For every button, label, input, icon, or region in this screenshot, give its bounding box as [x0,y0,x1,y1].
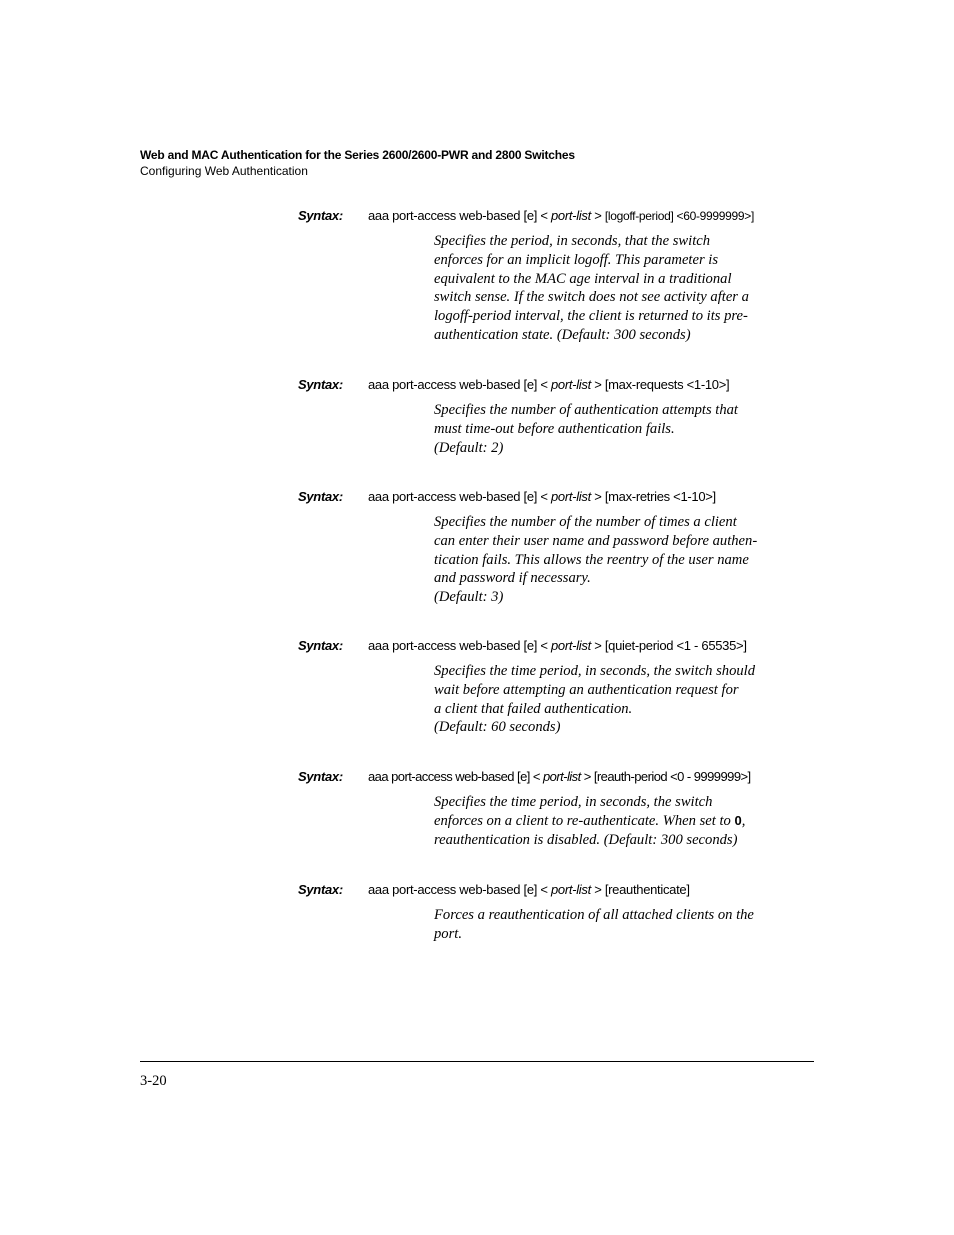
running-header-title: Web and MAC Authentication for the Series 2600/2600-PWR and 2800 Switches [140,148,575,162]
description-line: Specifies the time period, in seconds, the switch [434,794,713,810]
command-parameter: port-list [550,208,591,223]
command-text: aaa port-access web-based [e] < [368,769,540,784]
description-line: logoff-period interval, the client is returned to its pre- [434,308,748,325]
syntax-command [368,489,716,504]
description-line: tication fails. This allows the reentry of the user name [434,551,749,568]
syntax-command [368,882,690,897]
description-line: (Default: 60 seconds) [434,719,561,736]
command-option: [max-retries <1-10>] [604,489,716,504]
description-text: enforces on a client to re-authenticate. When set to [434,812,735,829]
syntax-label: Syntax: [298,882,343,897]
syntax-label: Syntax: [298,377,343,392]
syntax-description [434,906,812,944]
command-parameter: port-list [542,769,581,784]
command-text: aaa port-access web-based [e] < [368,489,548,504]
syntax-command [368,769,751,784]
command-text: > [583,769,591,784]
syntax-description [434,401,812,457]
command-text: aaa port-access web-based [e] < [368,638,548,653]
description-line: a client that failed authentication. [434,700,633,717]
description-line: Specifies the number of the number of times a client [434,514,737,530]
command-text: > [594,208,602,223]
command-parameter: port-list [550,882,591,897]
description-line: (Default: 2) [434,439,504,456]
command-option: [quiet-period <1 - 65535>] [604,638,747,653]
description-line: reauthentication is disabled. (Default: 300 seconds) [434,831,738,848]
description-line: and password if necessary. [434,570,591,587]
value-emphasis: 0 [734,812,742,828]
syntax-description [434,662,812,737]
description-line [434,812,812,831]
description-line: Specifies the number of authentication attempts that [434,402,738,418]
command-option: [max-requests <1-10>] [604,377,730,392]
description-line: must time-out before authentication fails. [434,420,675,437]
page-number: 3-20 [140,1073,167,1089]
syntax-label: Syntax: [298,769,343,784]
description-line: port. [434,925,462,942]
syntax-description [434,793,812,849]
command-parameter: port-list [550,638,591,653]
description-line: Specifies the time period, in seconds, the switch should [434,663,756,679]
command-text: aaa port-access web-based [e] < [368,882,548,897]
command-text: > [594,882,602,897]
syntax-label: Syntax: [298,208,343,223]
command-option: [reauth-period <0 - 9999999>] [593,769,751,784]
running-header-section: Configuring Web Authentication [140,164,308,178]
command-parameter: port-list [550,489,591,504]
syntax-description [434,513,812,607]
command-option: [logoff-period] <60-9999999>] [604,209,755,223]
description-line: Forces a reauthentication of all attached clients on the [434,907,754,923]
syntax-description [434,232,812,345]
description-line: switch sense. If the switch does not see activity after a [434,289,749,306]
command-text: aaa port-access web-based [e] < [368,377,548,392]
command-parameter: port-list [550,377,591,392]
description-line: authentication state. (Default: 300 seconds) [434,326,691,343]
command-text: > [594,377,602,392]
description-text: , [741,812,746,829]
command-text: aaa port-access web-based [e] < [368,208,548,223]
description-line: equivalent to the MAC age interval in a traditional [434,270,732,287]
command-text: > [594,638,602,653]
syntax-command [368,208,754,223]
syntax-command [368,377,729,392]
syntax-command [368,638,747,653]
description-line: Specifies the period, in seconds, that the switch [434,233,711,249]
footer-divider [140,1061,814,1062]
syntax-label: Syntax: [298,489,343,504]
description-line: (Default: 3) [434,589,504,606]
description-line: wait before attempting an authentication request for [434,681,739,698]
syntax-label: Syntax: [298,638,343,653]
command-option: [reauthenticate] [604,882,690,897]
command-text: > [594,489,602,504]
description-line: enforces for an implicit logoff. This parameter is [434,251,719,268]
description-line: can enter their user name and password before authen- [434,532,758,549]
